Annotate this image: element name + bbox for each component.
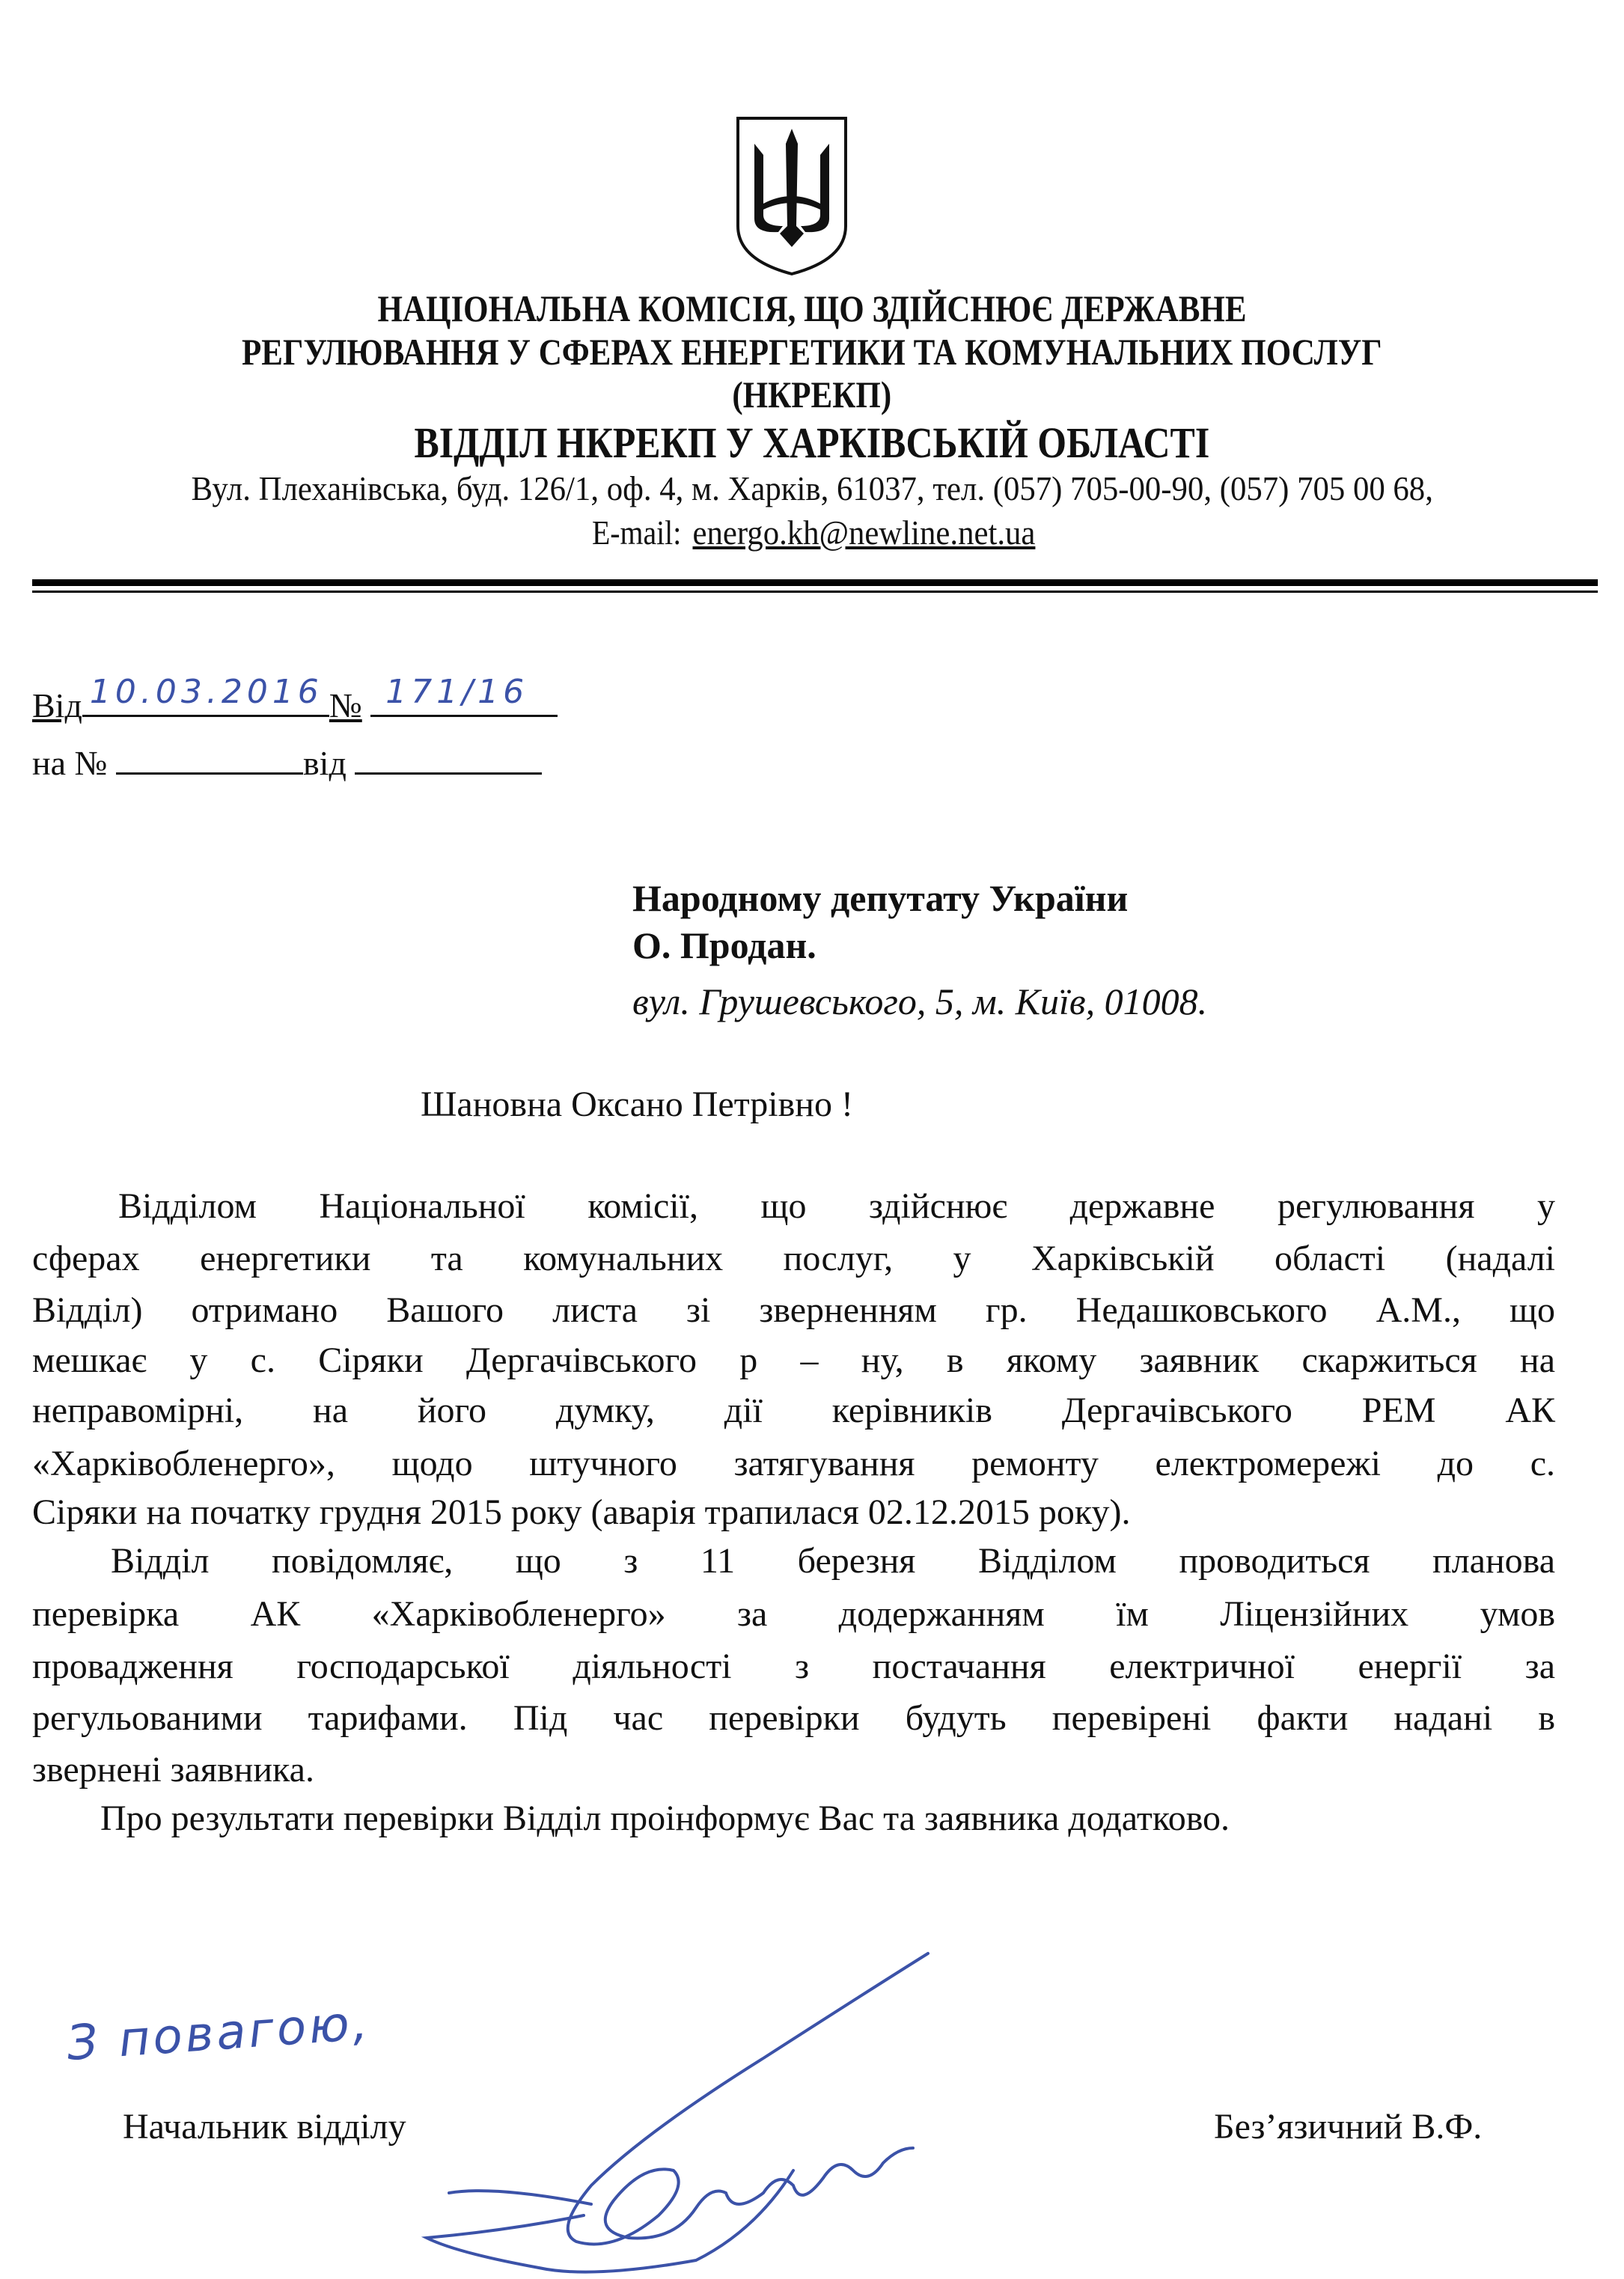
department-title: ВІДДІЛ НКРЕКП У ХАРКІВСЬКІЙ ОБЛАСТІ [414, 418, 1210, 467]
trident-emblem-icon [733, 114, 850, 278]
header-divider-thin [32, 591, 1598, 593]
handwritten-regards: З повагою, [64, 1995, 373, 2072]
addressee-title: Народному депутату України [632, 877, 1129, 919]
addressee-name: О. Продан. [632, 924, 816, 966]
header-divider [32, 579, 1598, 586]
department-address: Вул. Плеханівська, буд. 126/1, оф. 4, м. Харків, 61037, тел. (057) 705-00-90, (057) 705 00 68, [191, 469, 1433, 507]
email-line: E-mail: energo.kh@newline.net.ua [592, 513, 1036, 552]
ref-number-field [116, 742, 303, 775]
signer-name: Без’язичний В.Ф. [1214, 2107, 1483, 2147]
body-p1-line: «Харківобленерго», щодо штучного затягування ремонту електромережі до с. [32, 1444, 1555, 1483]
body-p2-line: регульованими тарифами. Під час перевірки будуть перевірені факти надані в [32, 1698, 1555, 1738]
handwritten-number: 171/16 [385, 673, 529, 711]
org-name-line1: НАЦІОНАЛЬНА КОМІСІЯ, ЩО ЗДІЙСНЮЄ ДЕРЖАВНЕ [377, 287, 1247, 329]
body-p1-line: мешкає у с. Сіряки Дергачівського р – ну, в якому заявник скаржиться на [32, 1340, 1555, 1380]
ref-date-field [355, 742, 542, 775]
signer-position: Начальник відділу [123, 2107, 406, 2147]
body-p3: Про результати перевірки Відділ проінформує Вас та заявника додатково. [100, 1799, 1230, 1838]
incoming-reference: на № від [32, 742, 542, 783]
body-p2-line: звернені заявника. [32, 1750, 314, 1790]
outgoing-registration: Від 10.03.2016 № 171/16 [32, 685, 558, 725]
body-p1-line: Відділом Національної комісії, що здійснює державне регулювання у [118, 1186, 1555, 1226]
org-abbreviation: (НКРЕКП) [732, 373, 892, 415]
email-link[interactable]: energo.kh@newline.net.ua [692, 513, 1036, 552]
body-p1-line: Відділ) отримано Вашого листа зі зверненням гр. Недашковського А.М., що [32, 1290, 1555, 1330]
body-p1-line: неправомірні, на його думку, дії керівників Дергачівського РЕМ АК [32, 1391, 1555, 1430]
body-p2-line: перевірка АК «Харківобленерго» за додержанням їм Ліцензійних умов [32, 1594, 1555, 1634]
handwritten-date: 10.03.2016 [89, 673, 323, 711]
date-field [82, 673, 329, 717]
addressee-address: вул. Грушевського, 5, м. Київ, 01008. [632, 980, 1208, 1022]
greeting: Шановна Оксано Петрівно ! [421, 1084, 853, 1124]
body-p2-line: Відділ повідомляє, що з 11 березня Відділом проводиться планова [111, 1541, 1555, 1581]
org-name-line2: РЕГУЛЮВАННЯ У СФЕРАХ ЕНЕРГЕТИКИ ТА КОМУНАЛЬНИХ ПОСЛУГ [242, 331, 1382, 373]
body-p1-line: Сіряки на початку грудня 2015 року (аварія трапилася 02.12.2015 року). [32, 1492, 1131, 1532]
signature-drawing [344, 1946, 958, 2279]
body-p2-line: провадження господарської діяльності з постачання електричної енергії за [32, 1647, 1555, 1686]
number-field [370, 673, 558, 717]
body-p1-line: сферах енергетики та комунальних послуг, у Харківській області (надалі [32, 1239, 1555, 1278]
